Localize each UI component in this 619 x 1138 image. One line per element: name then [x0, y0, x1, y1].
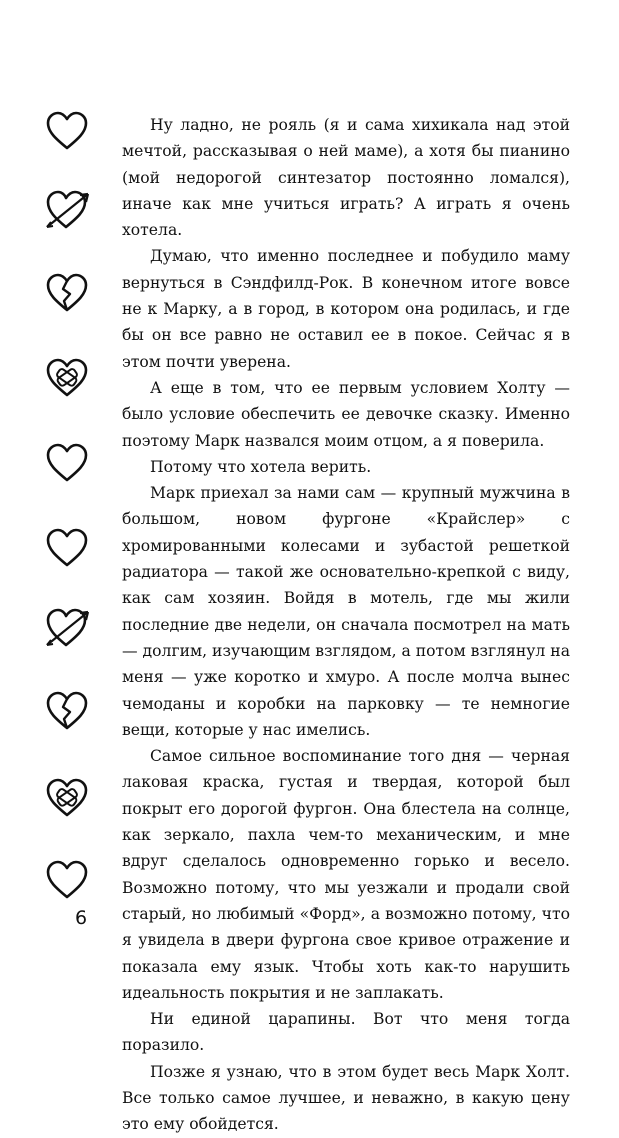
paragraph: Самое сильное воспоминание того дня — черная лаковая краска, густая и твердая, которой был покрыт его дорогой фургон. Она блестела на солнце, как зеркало, пахла чем-то механическим, и мне вдруг сделалось одновременно горько и весело. Возможно потому, что мы уезжали и продали свой старый, но любимый «Форд», а возможно потому, что я увидела в двери фургона свое кривое отражение и показала ему язык. Чтобы хоть как-то нарушить идеальность покрытия и не заплакать. [122, 747, 570, 1002]
heart-icon [44, 525, 90, 571]
broken-heart-icon [44, 688, 90, 734]
bandaged-heart-icon [44, 775, 90, 821]
paragraph: Позже я узнаю, что в этом будет весь Марк Холт. Все только самое лучшее, и неважно, в какую цену это ему обойдется. [122, 1062, 570, 1134]
paragraph: А еще в том, что ее первым условием Холту — было условие обеспечить ее девочке сказку. Именно поэтому Марк назвался моим отцом, а я поверила. [122, 378, 570, 450]
margin-decorations [0, 0, 110, 1001]
paragraph: Думаю, что именно последнее и побудило маму вернуться в Сэндфилд-Рок. В конечном итоге вовсе не к Марку, а в город, в котором она родилась, и где бы он все равно не оставил ее в покое. Сейчас я в этом почти уверена. [122, 247, 570, 371]
heart-arrow-icon [44, 605, 90, 651]
paragraph: Марк приехал за нами сам — крупный мужчина в большом, новом фургоне «Крайслер» с хромированными колесами и зубастой решеткой радиатора — такой же основательно-крепкой с виду, как сам хозяин. Войдя в мотель, где мы жили последние две недели, он сначала посмотрел на мать — долгим, изучающим взглядом, а потом взглянул на меня — уже коротко и хмуро. А после молча вынес чемоданы и коробки на парковку — те немногие вещи, которые у нас имелись. [122, 484, 570, 739]
body-text [122, 112, 570, 1138]
heart-arrow-icon [44, 187, 90, 233]
heart-icon [44, 440, 90, 486]
page-number: 6 [75, 907, 88, 929]
bandaged-heart-icon [44, 355, 90, 401]
heart-icon [44, 857, 90, 903]
paragraph: Ни единой царапины. Вот что меня тогда поразило. [122, 1010, 570, 1055]
paragraph: Потому что хотела верить. [150, 457, 372, 476]
broken-heart-icon [44, 270, 90, 316]
heart-icon [44, 108, 90, 154]
paragraph: Ну ладно, не рояль (я и сама хихикала над этой мечтой, рассказывая о ней маме), а хотя бы пианино (мой недорогой синтезатор постоянно ломался), иначе как мне учиться играть? А играть я очень хотела. [122, 116, 570, 240]
